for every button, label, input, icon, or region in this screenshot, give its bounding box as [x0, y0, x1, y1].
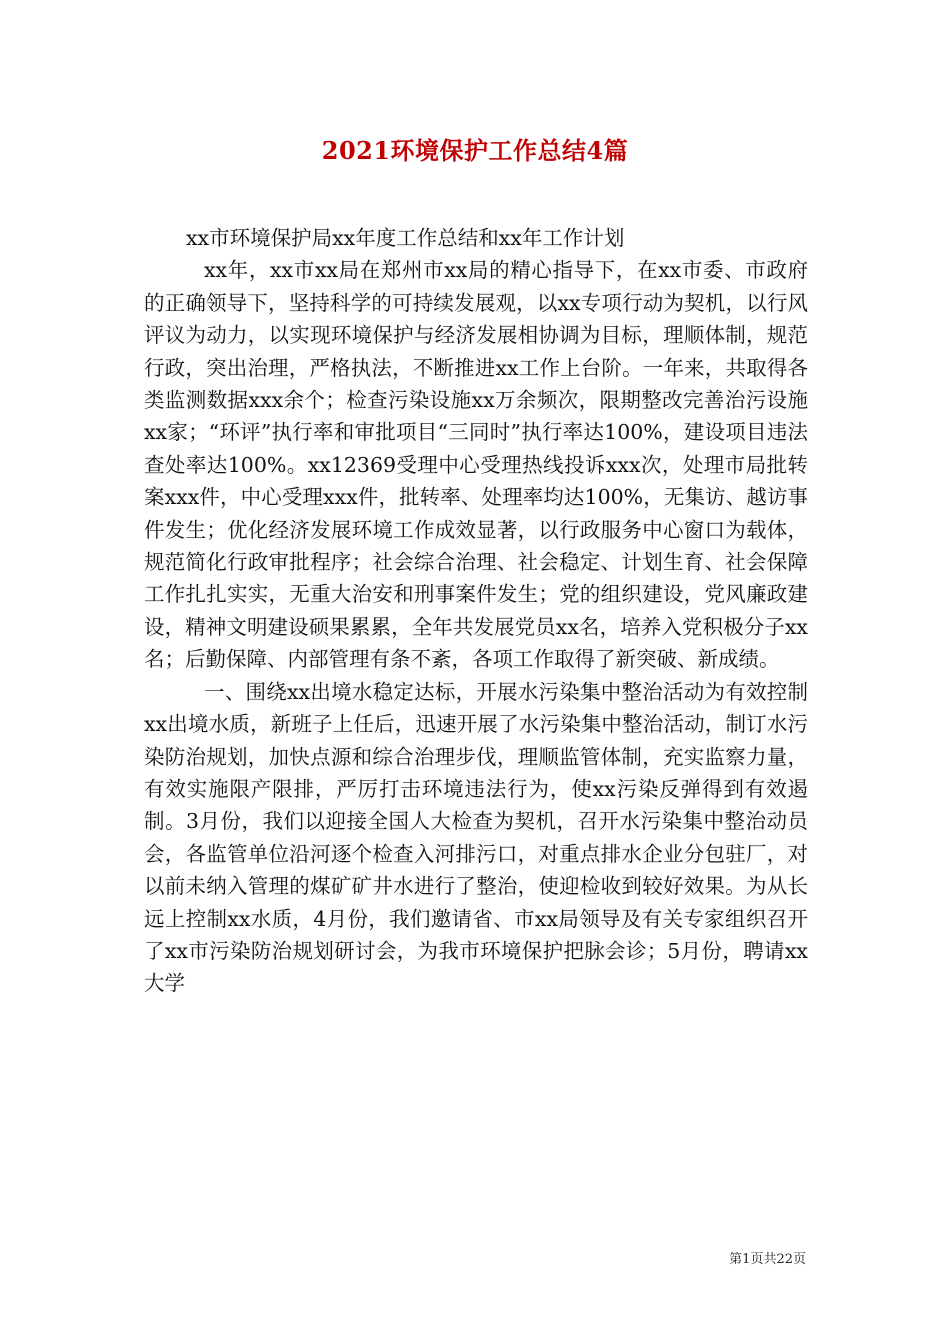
document-title: 2021环境保护工作总结4篇	[321, 136, 629, 165]
paragraph: 一、围绕xx出境水稳定达标，开展水污染集中整治活动为有效控制xx出境水质，新班子上任后，迅速开展了水污染集中整治活动，制订水污染防治规划，加快点源和综合治理步伐，理顺监管体制，充实监察力量，有效实施限产限排，严厉打击环境违法行为，使xx污染反弹得到有效遏制。3月份，我们以迎接全国人大检查为契机，召开水污染集中整治动员会，各监管单位沿河逐个检查入河排污口，对重点排水企业分包驻厂，对以前未纳入管理的煤矿矿井水进行了整治，使迎检收到较好效果。为从长远上控制xx水质，4月份，我们邀请省、市xx局领导及有关专家组织召开了xx市污染防治规划研讨会，为我市环境保护把脉会诊；5月份，聘请xx大学	[144, 679, 808, 996]
paragraph: xx年，xx市xx局在郑州市xx局的精心指导下，在xx市委、市政府的正确领导下，坚持科学的可持续发展观，以xx专项行动为契机，以行风评议为动力，以实现环境保护与经济发展相协调为目标，理顺体制，规范行政，突出治理，严格执法，不断推进xx工作上台阶。一年来，共取得各类监测数据xxx余个；检查污染设施xx万余频次，限期整改完善治污设施xx家；“环评”执行率和审批项目“三同时”执行率达100%，建设项目违法查处率达100%。xx12369受理中心受理热线投诉xxx次，处理市局批转案xxx件，中心受理xxx件，批转率、处理率均达100%，无集访、越访事件发生；优化经济发展环境工作成效显著，以行政服务中心窗口为载体，规范简化行政审批程序；社会综合治理、社会稳定、计划生育、社会保障工作扎扎实实，无重大治安和刑事案件发生；党的组织建设，党风廉政建设，精神文明建设硕果累累，全年共发展党员xx名，培养入党积极分子xx名；后勤保障、内部管理有条不紊，各项工作取得了新突破、新成绩。	[144, 258, 808, 672]
document-body	[144, 222, 808, 1000]
page-number: 第1页共22页	[729, 1252, 806, 1267]
document-subtitle: xx市环境保护局xx年度工作总结和xx年工作计划	[186, 226, 625, 250]
